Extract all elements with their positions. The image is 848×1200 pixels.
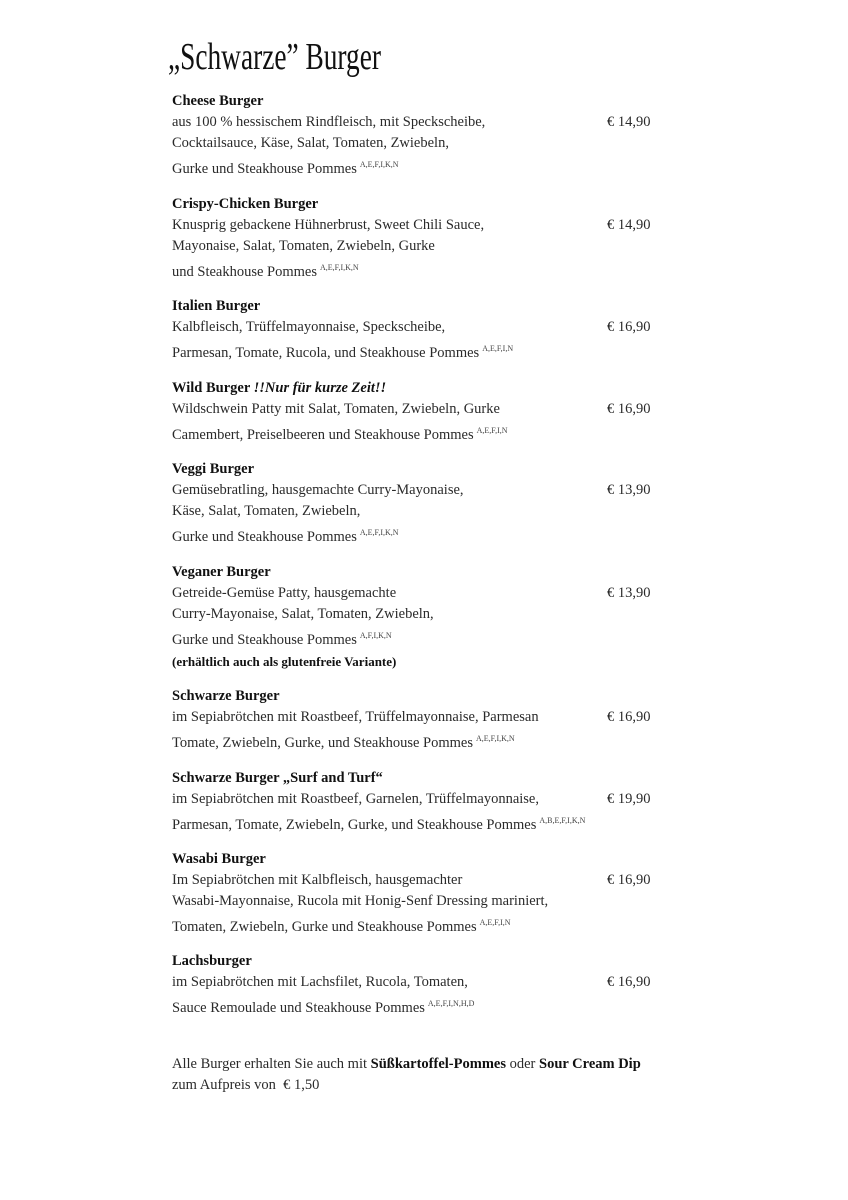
item-description-text: Camembert, Preiselbeeren und Steakhouse Pommes (172, 427, 474, 443)
menu-item-crispy-chicken-burger (172, 194, 692, 283)
item-name: Veggi Burger (172, 461, 255, 477)
item-name-row (172, 378, 692, 399)
item-description-text: Sauce Remoulade und Steakhouse Pommes (172, 1000, 425, 1016)
allergen-codes: A,E,F,I,N,H,D (427, 999, 475, 1008)
item-name: Veganer Burger (172, 564, 271, 580)
menu-item-lachsburger (172, 951, 692, 1019)
item-price: € 16,90 (607, 319, 651, 335)
allergen-codes: A,E,F,I,K,N (359, 528, 399, 537)
item-description-text: Parmesan, Tomate, Zwiebeln, Gurke, und Steakhouse Pommes (172, 817, 537, 833)
item-name: Wild Burger (172, 380, 251, 396)
item-description-line (172, 810, 692, 836)
item-name: Crispy-Chicken Burger (172, 196, 319, 212)
allergen-codes: A,E,F,I,N (479, 918, 511, 927)
item-description-line (172, 728, 692, 754)
item-description-text: Tomaten, Zwiebeln, Gurke und Steakhouse Pommes (172, 919, 477, 935)
item-description-text: und Steakhouse Pommes (172, 264, 317, 280)
item-description-text: Gurke und Steakhouse Pommes (172, 632, 357, 648)
item-description-line (172, 420, 692, 446)
item-description-line (172, 257, 692, 283)
item-description-line (172, 338, 692, 364)
item-description-line: im Sepiabrötchen mit Roastbeef, Trüffelmayonnaise, Parmesan (172, 709, 539, 725)
item-description-line: Cocktailsauce, Käse, Salat, Tomaten, Zwiebeln, (172, 135, 449, 151)
item-description-line (172, 522, 692, 548)
item-price: € 16,90 (607, 401, 651, 417)
item-name: Schwarze Burger „Surf and Turf“ (172, 770, 383, 786)
allergen-codes: A,E,F,I,N (476, 426, 508, 435)
item-description-line: Knusprig gebackene Hühnerbrust, Sweet Chili Sauce, (172, 217, 485, 233)
item-name: Schwarze Burger (172, 688, 280, 704)
menu-item-italien-burger (172, 296, 692, 364)
item-price: € 16,90 (607, 872, 651, 888)
item-price: € 13,90 (607, 585, 651, 601)
item-name: Italien Burger (172, 298, 261, 314)
menu-item-schwarze-burger (172, 686, 692, 754)
sweet-potato-fries-option: Süßkartoffel-Pommes (370, 1056, 506, 1072)
side-options-text: oder (505, 1056, 539, 1072)
menu-item-veggi-burger (172, 459, 692, 548)
item-description-text: Parmesan, Tomate, Rucola, und Steakhouse Pommes (172, 345, 480, 361)
menu-item-wasabi-burger (172, 849, 692, 938)
item-price: € 14,90 (607, 217, 651, 233)
item-name: Cheese Burger (172, 93, 264, 109)
item-name: Lachsburger (172, 953, 252, 969)
sour-cream-dip-option: Sour Cream Dip (539, 1056, 641, 1072)
item-description-line: Wasabi-Mayonnaise, Rucola mit Honig-Senf Dressing mariniert, (172, 893, 549, 909)
allergen-codes: A,B,E,F,I,K,N (539, 816, 586, 825)
item-description-line: Wildschwein Patty mit Salat, Tomaten, Zwiebeln, Gurke (172, 401, 500, 417)
allergen-codes: A,E,F,I,K,N (320, 263, 359, 272)
item-price: € 13,90 (607, 482, 651, 498)
allergen-codes: A,E,F,I,N (482, 344, 514, 353)
limited-time-tag: !!Nur für kurze Zeit!! (253, 380, 387, 396)
item-description-line: aus 100 % hessischem Rindfleisch, mit Speckscheibe, (172, 114, 486, 130)
side-options-line-1 (172, 1054, 712, 1075)
item-description-line: Curry-Mayonaise, Salat, Tomaten, Zwiebeln, (172, 606, 434, 622)
item-name: Wasabi Burger (172, 851, 266, 867)
item-price: € 19,90 (607, 791, 651, 807)
item-description-line (172, 625, 692, 651)
allergen-codes: A,F,I,K,N (359, 631, 392, 640)
item-price: € 16,90 (607, 709, 651, 725)
surcharge-line: zum Aufpreis von € 1,50 (172, 1077, 320, 1093)
item-description-line (172, 993, 692, 1019)
menu-item-cheese-burger (172, 91, 692, 180)
item-description-line: Käse, Salat, Tomaten, Zwiebeln, (172, 503, 361, 519)
item-description-line: Getreide-Gemüse Patty, hausgemachte (172, 585, 397, 601)
menu-item-veganer-burger (172, 562, 692, 672)
gluten-free-note: (erhältlich auch als glutenfreie Variante) (172, 654, 397, 669)
allergen-codes: A,E,F,I,K,N (359, 160, 399, 169)
side-options-text: Alle Burger erhalten Sie auch mit (172, 1056, 371, 1072)
menu-item-wild-burger (172, 378, 692, 446)
item-description-text: Gurke und Steakhouse Pommes (172, 161, 357, 177)
item-description-line: Gemüsebratling, hausgemachte Curry-Mayonaise, (172, 482, 464, 498)
side-options-note (172, 1054, 712, 1096)
menu-item-surf-and-turf-burger (172, 768, 692, 836)
item-description-line: Im Sepiabrötchen mit Kalbfleisch, hausgemachter (172, 872, 463, 888)
item-description-line: Kalbfleisch, Trüffelmayonnaise, Speckscheibe, (172, 319, 446, 335)
allergen-codes: A,E,F,I,K,N (476, 734, 515, 743)
item-description-line: im Sepiabrötchen mit Lachsfilet, Rucola, Tomaten, (172, 974, 468, 990)
item-description-text: Tomate, Zwiebeln, Gurke, und Steakhouse Pommes (172, 735, 474, 751)
item-description-line: im Sepiabrötchen mit Roastbeef, Garnelen, Trüffelmayonnaise, (172, 791, 539, 807)
item-description-line (172, 912, 692, 938)
item-description-text: Gurke und Steakhouse Pommes (172, 529, 357, 545)
item-price: € 14,90 (607, 114, 651, 130)
item-price: € 16,90 (607, 974, 651, 990)
item-description-line (172, 154, 692, 180)
item-description-line: Mayonaise, Salat, Tomaten, Zwiebeln, Gurke (172, 238, 435, 254)
menu-title: „Schwarze” Burger (168, 36, 381, 78)
